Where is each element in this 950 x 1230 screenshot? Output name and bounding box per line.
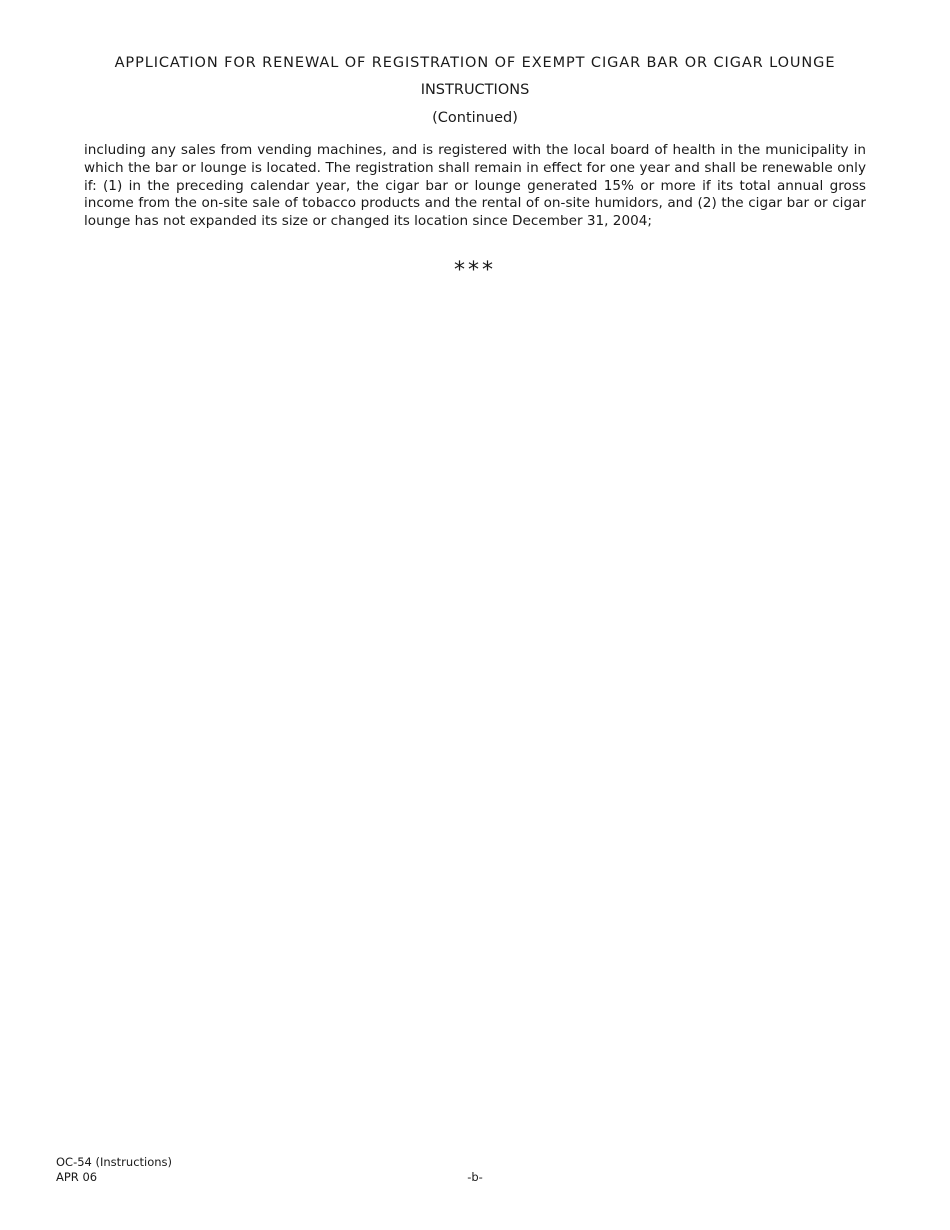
body-paragraph: including any sales from vending machines, and is registered with the local board of health in the municipality in which the bar or lounge is located. The registration shall remain in effect for one year and shall be renewable only if: (1) in the preceding calendar year, the cigar bar or lounge generated 15% or more if its total annual gross income from the on-site sale of tobacco products and the rental of on-site humidors, and (2) the cigar bar or cigar lounge has not expanded its size or changed its location since December 31, 2004; bbox=[84, 142, 866, 230]
footer-form-id: OC-54 (Instructions) bbox=[56, 1155, 173, 1169]
page-number: -b- bbox=[467, 1170, 483, 1184]
document-title: APPLICATION FOR RENEWAL OF REGISTRATION OF EXEMPT CIGAR BAR OR CIGAR LOUNGE bbox=[114, 55, 836, 71]
footer-revision: APR 06 bbox=[56, 1169, 98, 1184]
section-separator: *** bbox=[454, 258, 496, 283]
continued-label: (Continued) bbox=[432, 110, 518, 126]
document-subtitle: INSTRUCTIONS bbox=[420, 82, 530, 98]
